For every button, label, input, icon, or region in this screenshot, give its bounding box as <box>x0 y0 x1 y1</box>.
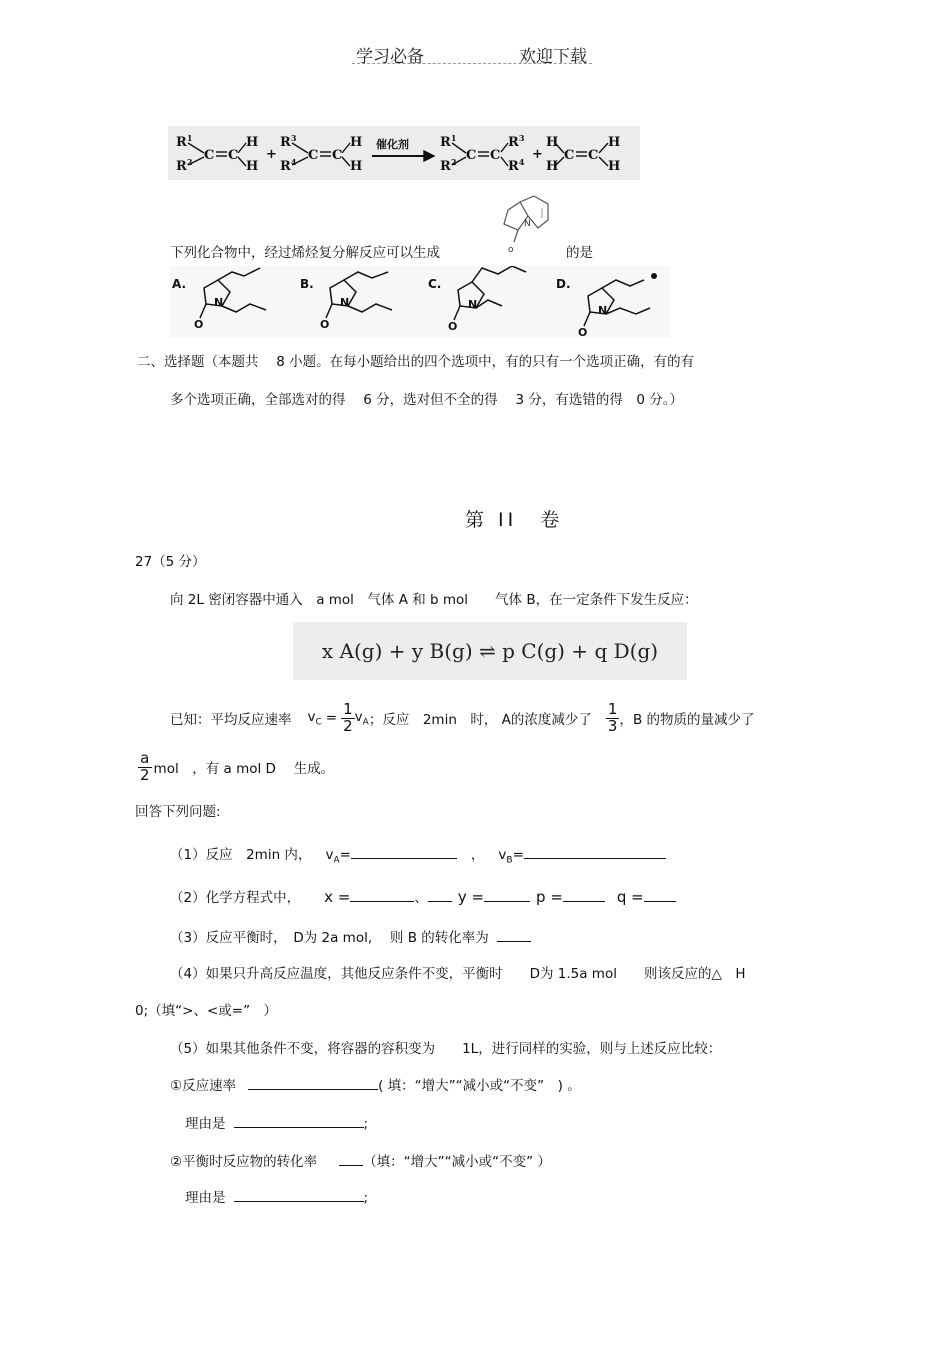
svg-text:B.: B. <box>300 277 314 291</box>
answer-options <box>170 266 670 338</box>
part3-text: （3）反应平衡时， D为 2a mol, 则 B 的转化率为 <box>170 930 489 946</box>
svg-text:H: H <box>350 135 363 150</box>
svg-text:A.: A. <box>172 277 187 291</box>
reason2-end: ; <box>363 1190 369 1206</box>
sub1-prefix: ①反应速率 <box>170 1078 237 1094</box>
q27-number: 27（5 分） <box>135 554 206 570</box>
svg-text:O: O <box>578 326 588 338</box>
reason1-label: 理由是 <box>185 1116 226 1132</box>
svg-text:C: C <box>466 148 477 163</box>
metathesis-scheme <box>168 126 640 180</box>
part4-line2: 0;（填“>、<或=” ） <box>135 1003 278 1019</box>
part1-vb: $v_B$ <box>498 847 513 866</box>
part5-sub1 <box>170 1074 581 1094</box>
q-answer-blank[interactable] <box>644 900 676 902</box>
part1-eq: = <box>339 847 351 863</box>
reason2-label: 理由是 <box>185 1190 226 1206</box>
reason2-blank[interactable] <box>234 1200 364 1202</box>
header-right: 欢迎下载 <box>519 47 587 67</box>
fraction-half: $\frac{1}{2}$ <box>343 699 353 735</box>
svg-text:R2: $R^2$ <box>440 157 457 174</box>
svg-text:C: C <box>588 148 599 163</box>
svg-text:R3: $R^3$ <box>508 133 525 150</box>
svg-text:H: H <box>546 135 559 150</box>
svg-text:R4: $R^4$ <box>280 157 297 174</box>
svg-text:C: C <box>308 148 319 163</box>
svg-text:H: H <box>350 159 363 174</box>
part1-va: $v_A$ <box>325 847 340 866</box>
svg-text:+: + <box>266 147 277 162</box>
question-prompt: 下列化合物中，经过烯烃复分解反应可以生成 <box>170 245 440 261</box>
volume-title: 第 II 卷 <box>465 509 564 531</box>
svg-text:C: C <box>228 148 239 163</box>
svg-text:R2: $R^2$ <box>176 157 193 174</box>
section2-line1: 二、选择题（本题共 8 小题。在每小题给出的四个选项中，有的只有一个选项正确，有的有 <box>137 354 695 370</box>
part2-x: x = <box>324 888 351 906</box>
rate-answer-blank[interactable] <box>248 1088 378 1090</box>
svg-text:O: O <box>194 318 204 331</box>
part1-eq2: = <box>512 847 524 863</box>
svg-text:R1: $R^1$ <box>176 133 193 150</box>
svg-text:C.: C. <box>428 277 442 291</box>
part5-reason1 <box>185 1112 368 1132</box>
part1-comma: ， <box>470 847 485 863</box>
reaction-equation-image <box>293 622 687 680</box>
q27-known-line <box>170 696 755 740</box>
part1-prefix: （1）反应 2min 内， <box>170 847 312 863</box>
target-molecule <box>494 190 566 256</box>
svg-text:催化剂: 催化剂 <box>376 138 409 151</box>
svg-text:N: N <box>524 219 531 229</box>
part2-p: p = <box>536 888 563 906</box>
q27-intro: 向 2L 密闭容器中通入 a mol 气体 A 和 b mol 气体 B，在一定条件下发生反应： <box>170 592 698 608</box>
sub2-suffix: （填：“增大”“减小或“不变” ） <box>363 1154 551 1170</box>
fraction-third: $\frac{1}{3}$ <box>607 699 618 735</box>
section2-line2: 多个选项正确，全部选对的得 6 分，选对但不全的得 3 分，有选错的得 0 分。） <box>170 392 683 408</box>
vc-equals: = <box>325 710 338 726</box>
part2-prefix: （2）化学方程式中， <box>170 890 301 906</box>
sub1-suffix: ( 填：“增大”“减小或“不变” ) 。 <box>378 1078 581 1094</box>
vc-symbol: $v_C$ <box>307 708 322 728</box>
vb-answer-blank[interactable] <box>524 857 666 859</box>
svg-text:C: C <box>490 148 501 163</box>
svg-text:o: o <box>508 245 514 255</box>
svg-text:H: H <box>608 159 621 174</box>
part2 <box>170 886 676 906</box>
svg-text:H: H <box>246 159 259 174</box>
va-symbol: $v_A$ <box>354 708 369 728</box>
svg-text:O: O <box>320 318 330 331</box>
svg-text:H: H <box>546 159 559 174</box>
b-conversion-blank[interactable] <box>497 940 531 942</box>
conversion-answer-blank[interactable] <box>339 1164 363 1166</box>
reason1-blank[interactable] <box>234 1126 364 1128</box>
part2-sep: 、 <box>414 890 428 906</box>
part2-y: y = <box>457 888 485 906</box>
part1 <box>170 843 666 866</box>
svg-text:C: C <box>204 148 215 163</box>
known-end: mol ，有 a mol D 生成。 <box>153 761 335 777</box>
p-answer-blank[interactable] <box>563 900 605 902</box>
q27-known-line2 <box>138 745 334 789</box>
part5-text: （5）如果其他条件不变，将容器的容积变为 1L，进行同样的实验，则与上述反应比较： <box>170 1041 722 1057</box>
svg-text:N: N <box>598 304 608 317</box>
svg-text:N: N <box>214 296 224 309</box>
va-answer-blank[interactable] <box>351 857 457 859</box>
x-answer-blank-tail[interactable] <box>428 900 452 902</box>
svg-text:D.: D. <box>556 277 571 291</box>
reason1-end: ; <box>363 1116 369 1132</box>
svg-text:H: H <box>246 135 259 150</box>
svg-text:C: C <box>332 148 343 163</box>
header-left: 学习必备 <box>356 47 424 67</box>
part5-sub2 <box>170 1150 551 1170</box>
svg-text:H: H <box>608 135 621 150</box>
part4-line1: （4）如果只升高反应温度，其他反应条件不变，平衡时 D为 1.5a mol 则该反应的△ H <box>170 966 746 982</box>
known-mid: ；反应 2min 时， A的浓度减少了 <box>368 712 592 728</box>
svg-text:O: O <box>448 320 458 333</box>
reaction-equation: x A(g) + y B(g) ⇌ p C(g) + q D(g) <box>321 639 659 663</box>
part2-q: q = <box>616 888 644 906</box>
x-answer-blank[interactable] <box>350 900 414 902</box>
svg-text:N: N <box>340 296 350 309</box>
part3 <box>170 926 531 946</box>
svg-text:R3: $R^3$ <box>280 133 297 150</box>
y-answer-blank[interactable] <box>484 900 530 902</box>
svg-text:+: + <box>532 147 543 162</box>
header-divider <box>352 63 592 64</box>
sub2-prefix: ②平衡时反应物的转化率 <box>170 1154 318 1170</box>
question-suffix: 的是 <box>566 245 593 261</box>
svg-text:R4: $R^4$ <box>508 157 525 174</box>
known-tail: ，B 的物质的量减少了 <box>619 712 755 728</box>
part5-reason2 <box>185 1186 368 1206</box>
svg-text:C: C <box>564 148 575 163</box>
answer-prompt: 回答下列问题: <box>135 804 221 820</box>
svg-text:R1: $R^1$ <box>440 133 457 150</box>
svg-text:N: N <box>468 298 478 311</box>
fraction-a-half: $\frac{a}{2}$ <box>140 748 150 784</box>
known-prefix: 已知：平均反应速率 <box>170 712 292 728</box>
